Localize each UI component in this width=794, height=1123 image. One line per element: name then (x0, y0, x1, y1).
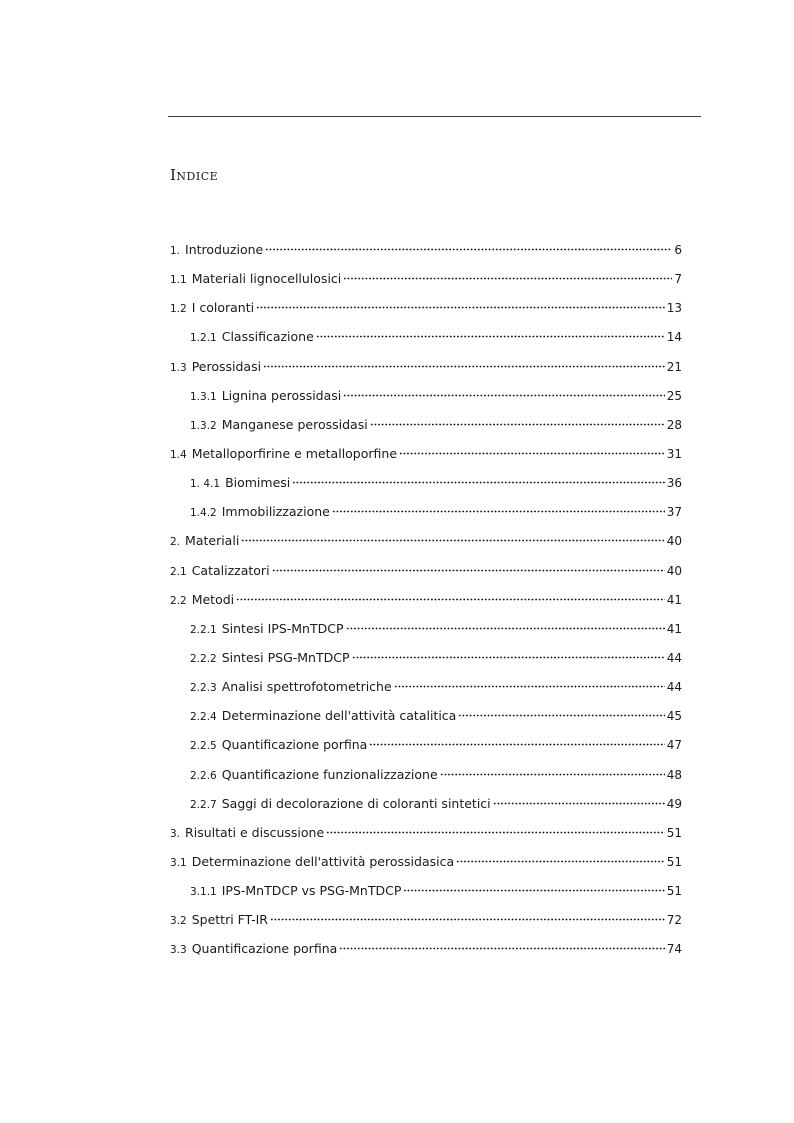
dot-leader (292, 481, 664, 484)
toc-entry[interactable] (170, 271, 682, 300)
toc-entry-number: 2.2.6 (190, 769, 217, 782)
toc-entry-number: 1.1 (170, 274, 187, 287)
toc-entry-label: Quantificazione porfina (191, 941, 338, 957)
dot-leader (394, 685, 665, 688)
toc-entry-page-number: 44 (666, 650, 682, 665)
toc-entry-label: Metodi (191, 591, 235, 607)
toc-entry-label: Spettri FT-IR (191, 912, 268, 928)
toc-entry-page-number: 51 (666, 884, 682, 899)
dot-leader (332, 510, 665, 513)
toc-entry-number: 2.2.2 (190, 652, 217, 665)
dot-leader (339, 947, 664, 950)
toc-entry[interactable] (170, 504, 682, 533)
dot-leader (256, 306, 665, 309)
toc-entry[interactable] (170, 854, 682, 883)
toc-entry[interactable] (170, 388, 682, 417)
dot-leader (263, 365, 665, 368)
toc-entry-label: Sintesi PSG-MnTDCP (221, 649, 350, 665)
toc-entry-number: 2.2 (170, 594, 187, 607)
toc-entry[interactable] (170, 242, 682, 271)
dot-leader (458, 714, 664, 717)
toc-entry[interactable] (170, 679, 682, 708)
toc-entry-label: IPS-MnTDCP vs PSG-MnTDCP (221, 883, 402, 899)
dot-leader (236, 598, 665, 601)
toc-entry-page-number: 14 (666, 330, 682, 345)
toc-entry-page-number: 28 (666, 417, 682, 432)
table-of-contents (170, 242, 682, 971)
toc-entry[interactable] (170, 475, 682, 504)
dot-leader (493, 802, 665, 805)
toc-entry-page-number: 48 (666, 767, 682, 782)
toc-entry-number: 2. (170, 536, 181, 549)
toc-entry-page-number: 36 (666, 476, 682, 491)
toc-entry-label: Materiali (185, 533, 240, 549)
toc-entry[interactable] (170, 912, 682, 941)
toc-entry[interactable] (170, 796, 682, 825)
toc-entry-number: 1.4.2 (190, 507, 217, 520)
toc-entry-label: Metalloporfirine e metalloporfine (191, 445, 398, 461)
toc-entry-number: 3.2 (170, 915, 187, 928)
dot-leader (343, 277, 672, 280)
toc-entry-page-number: 13 (666, 301, 682, 316)
toc-entry[interactable] (170, 825, 682, 854)
toc-entry[interactable] (170, 767, 682, 796)
toc-entry-number: 1.2 (170, 303, 187, 316)
toc-entry-number: 2.2.7 (190, 798, 217, 811)
toc-entry-number: 2.2.5 (190, 740, 217, 753)
toc-entry-number: 1.4 (170, 448, 187, 461)
dot-leader (369, 743, 664, 746)
toc-entry[interactable] (170, 708, 682, 737)
toc-entry-label: Determinazione dell'attività perossidasica (191, 853, 455, 869)
toc-entry-label: Quantificazione funzionalizzazione (221, 766, 438, 782)
toc-entry-number: 1.3.2 (190, 419, 217, 432)
toc-entry-page-number: 37 (666, 505, 682, 520)
dot-leader (326, 831, 665, 834)
toc-entry-label: Introduzione (185, 242, 264, 257)
toc-entry-label: Classificazione (221, 329, 314, 345)
header-rule (168, 116, 701, 117)
dot-leader (352, 656, 665, 659)
toc-entry-number: 1. 4.1 (190, 478, 221, 491)
toc-entry-page-number: 51 (666, 825, 682, 840)
dot-leader (399, 452, 665, 455)
dot-leader (456, 860, 665, 863)
toc-entry-number: 3.3 (170, 944, 187, 957)
toc-entry-number: 3. (170, 827, 181, 840)
toc-entry[interactable] (170, 941, 682, 970)
dot-leader (370, 423, 665, 426)
toc-entry[interactable] (170, 621, 682, 650)
toc-entry-label: Risultati e discussione (185, 824, 325, 840)
toc-entry[interactable] (170, 650, 682, 679)
toc-entry[interactable] (170, 359, 682, 388)
toc-entry-number: 3.1 (170, 856, 187, 869)
toc-entry-page-number: 25 (666, 388, 682, 403)
dot-leader (265, 248, 672, 251)
toc-entry-number: 1. (170, 245, 181, 257)
toc-entry-label: Quantificazione porfina (221, 737, 368, 753)
dot-leader (272, 569, 665, 572)
toc-entry[interactable] (170, 446, 682, 475)
toc-entry-page-number: 40 (666, 534, 682, 549)
toc-entry-page-number: 6 (674, 243, 682, 257)
toc-entry-number: 1.3.1 (190, 390, 217, 403)
toc-entry-number: 2.2.4 (190, 711, 217, 724)
toc-entry[interactable] (170, 533, 682, 562)
dot-leader (440, 773, 665, 776)
toc-entry[interactable] (170, 417, 682, 446)
dot-leader (270, 918, 665, 921)
toc-entry-number: 2.2.1 (190, 623, 217, 636)
toc-entry-label: Catalizzatori (191, 562, 270, 578)
toc-entry-label: Determinazione dell'attività catalitica (221, 708, 457, 724)
toc-entry-label: Lignina perossidasi (221, 387, 342, 403)
toc-entry-label: Materiali lignocellulosici (191, 271, 342, 287)
toc-entry[interactable] (170, 737, 682, 766)
toc-entry[interactable] (170, 592, 682, 621)
toc-entry-number: 2.2.3 (190, 682, 217, 695)
toc-entry-label: Saggi di decolorazione di coloranti sintetici (221, 795, 491, 811)
toc-entry-page-number: 21 (666, 359, 682, 374)
toc-entry-number: 1.2.1 (190, 332, 217, 345)
toc-entry-label: Perossidasi (191, 358, 262, 374)
toc-entry-page-number: 45 (666, 709, 682, 724)
toc-entry-page-number: 49 (666, 796, 682, 811)
toc-entry[interactable] (170, 329, 682, 358)
toc-entry-label: Sintesi IPS-MnTDCP (221, 620, 344, 636)
toc-entry-label: Manganese perossidasi (221, 416, 368, 432)
toc-entry-number: 3.1.1 (190, 886, 217, 899)
toc-entry-page-number: 41 (666, 621, 682, 636)
toc-entry-page-number: 51 (666, 854, 682, 869)
toc-entry-page-number: 7 (674, 272, 682, 287)
toc-entry[interactable] (170, 883, 682, 912)
dot-leader (241, 539, 664, 542)
toc-entry-page-number: 31 (666, 446, 682, 461)
toc-entry[interactable] (170, 300, 682, 329)
dot-leader (346, 627, 665, 630)
toc-entry-label: Analisi spettrofotometriche (221, 679, 392, 695)
toc-entry-page-number: 44 (666, 680, 682, 695)
toc-entry-page-number: 41 (666, 592, 682, 607)
page-title: Indice (170, 166, 219, 184)
toc-entry-label: Immobilizzazione (221, 504, 330, 520)
toc-entry[interactable] (170, 563, 682, 592)
toc-entry-label: Biomimesi (225, 475, 291, 491)
toc-entry-label: I coloranti (191, 300, 255, 316)
toc-entry-number: 2.1 (170, 565, 187, 578)
dot-leader (343, 394, 664, 397)
toc-entry-page-number: 40 (666, 563, 682, 578)
dot-leader (403, 889, 664, 892)
toc-entry-page-number: 47 (666, 738, 682, 753)
toc-entry-number: 1.3 (170, 361, 187, 374)
dot-leader (316, 335, 665, 338)
toc-entry-page-number: 74 (666, 942, 682, 957)
toc-entry-page-number: 72 (666, 913, 682, 928)
